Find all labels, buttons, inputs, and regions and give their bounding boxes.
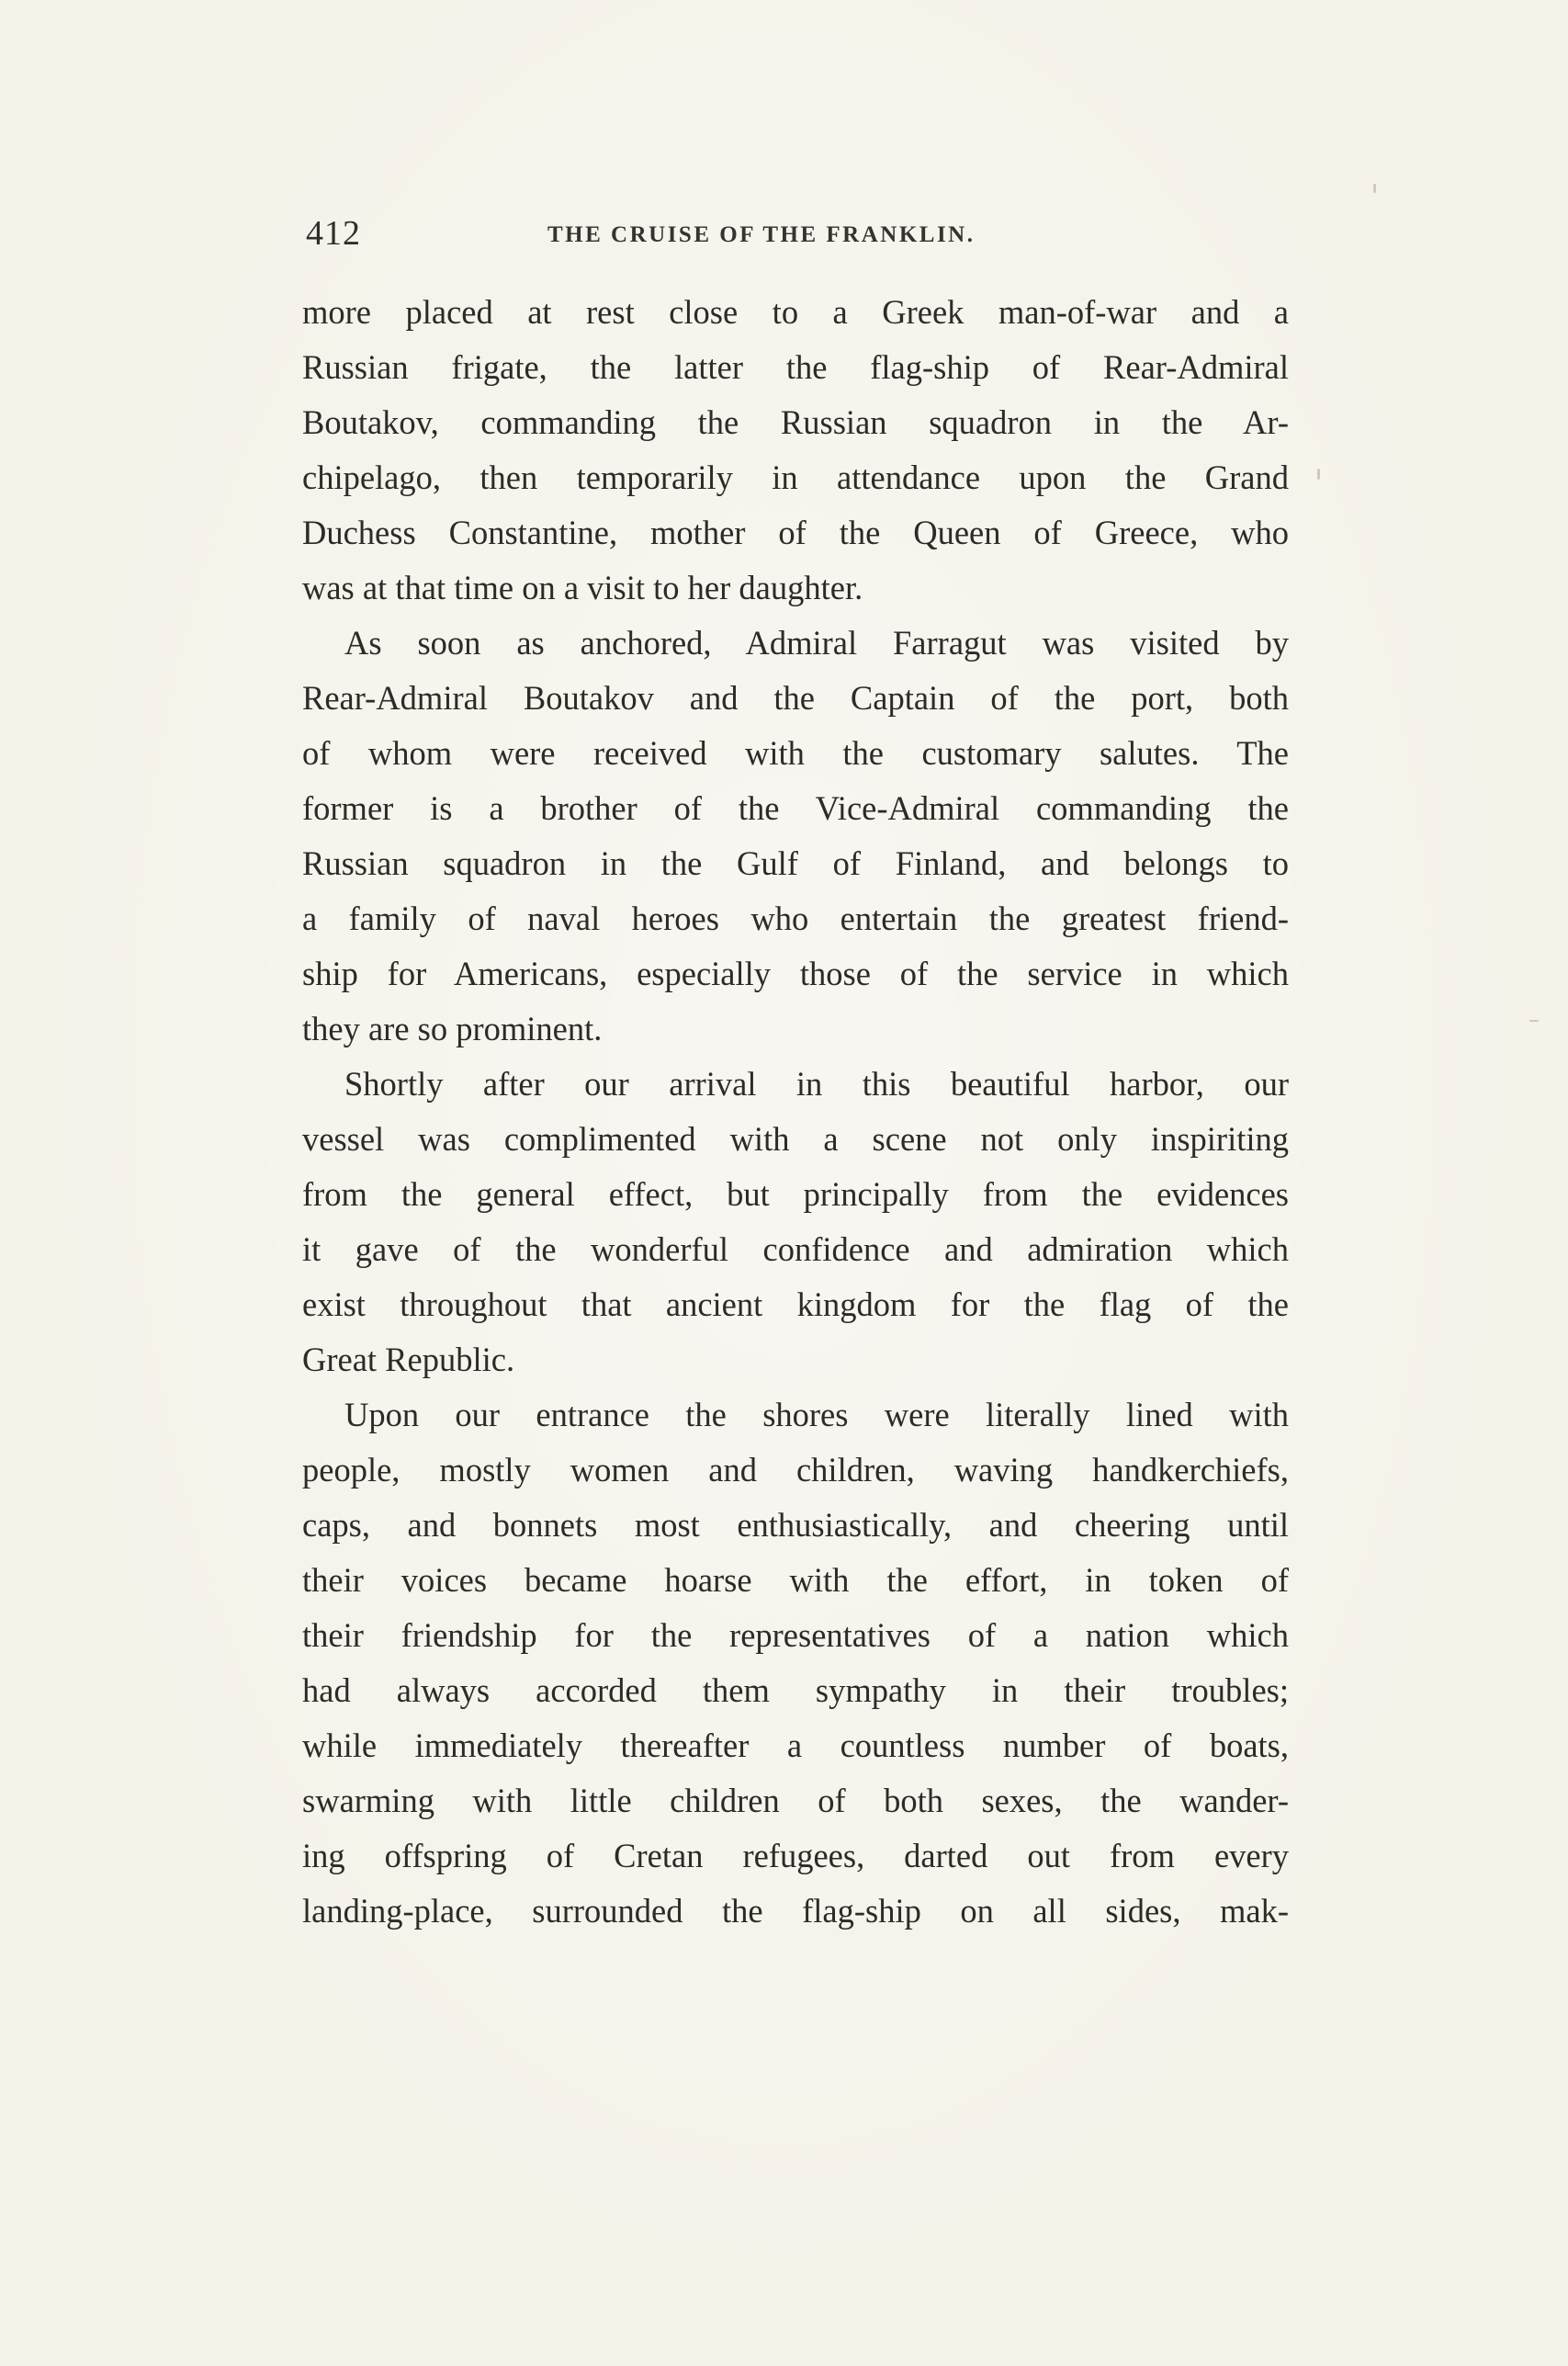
text-line: ing offspring of Cretan refugees, darted out from every [302,1837,1289,1874]
text-line: Russian frigate, the latter the flag-ship of Rear-Admiral [302,348,1289,386]
text-line: their voices became hoarse with the effort, in token of [302,1561,1289,1599]
text-line: had always accorded them sympathy in their troubles; [302,1671,1289,1709]
text-line: Boutakov, commanding the Russian squadron in the Ar- [302,403,1289,441]
text-line: Great Republic. [302,1341,515,1378]
paper-speck [1529,1020,1539,1022]
text-line: chipelago, then temporarily in attendance upon the Grand [302,458,1289,496]
text-line: more placed at rest close to a Greek man-of-war and a [302,293,1289,331]
body-text [302,285,1289,1939]
text-line: ship for Americans, especially those of the service in which [302,955,1289,992]
text-line: caps, and bonnets most enthusiastically, and cheering until [302,1506,1289,1544]
text-line: exist throughout that ancient kingdom for the flag of the [302,1285,1289,1323]
text-line: former is a brother of the Vice-Admiral commanding the [302,789,1289,827]
text-line: their friendship for the representatives of a nation which [302,1616,1289,1654]
running-title: THE CRUISE OF THE FRANKLIN. [547,222,976,247]
text-line: from the general effect, but principally from the evidences [302,1175,1289,1213]
paper-speck [1317,469,1320,480]
page-number: 412 [306,214,361,253]
text-line: Upon our entrance the shores were literally lined with [344,1396,1289,1433]
text-line: swarming with little children of both sexes, the wander- [302,1782,1289,1819]
text-line: landing-place, surrounded the flag-ship on all sides, mak- [302,1892,1289,1930]
text-line: Russian squadron in the Gulf of Finland, and belongs to [302,844,1289,882]
text-line: they are so prominent. [302,1010,603,1047]
text-line: of whom were received with the customary salutes. The [302,734,1289,772]
text-line: Shortly after our arrival in this beautiful harbor, our [344,1065,1289,1103]
text-line: it gave of the wonderful confidence and admiration which [302,1230,1289,1268]
text-line: while immediately thereafter a countless number of boats, [302,1726,1289,1764]
text-line: was at that time on a visit to her daughter. [302,569,863,606]
text-line: vessel was complimented with a scene not only inspiriting [302,1120,1289,1158]
running-head [306,213,1291,253]
text-line: a family of naval heroes who entertain the greatest friend- [302,900,1289,937]
text-line: people, mostly women and children, waving handkerchiefs, [302,1451,1289,1489]
text-line: As soon as anchored, Admiral Farragut was visited by [344,624,1289,662]
text-line: Duchess Constantine, mother of the Queen of Greece, who [302,514,1289,551]
paper-speck [1373,184,1376,193]
text-line: Rear-Admiral Boutakov and the Captain of the port, both [302,679,1289,717]
